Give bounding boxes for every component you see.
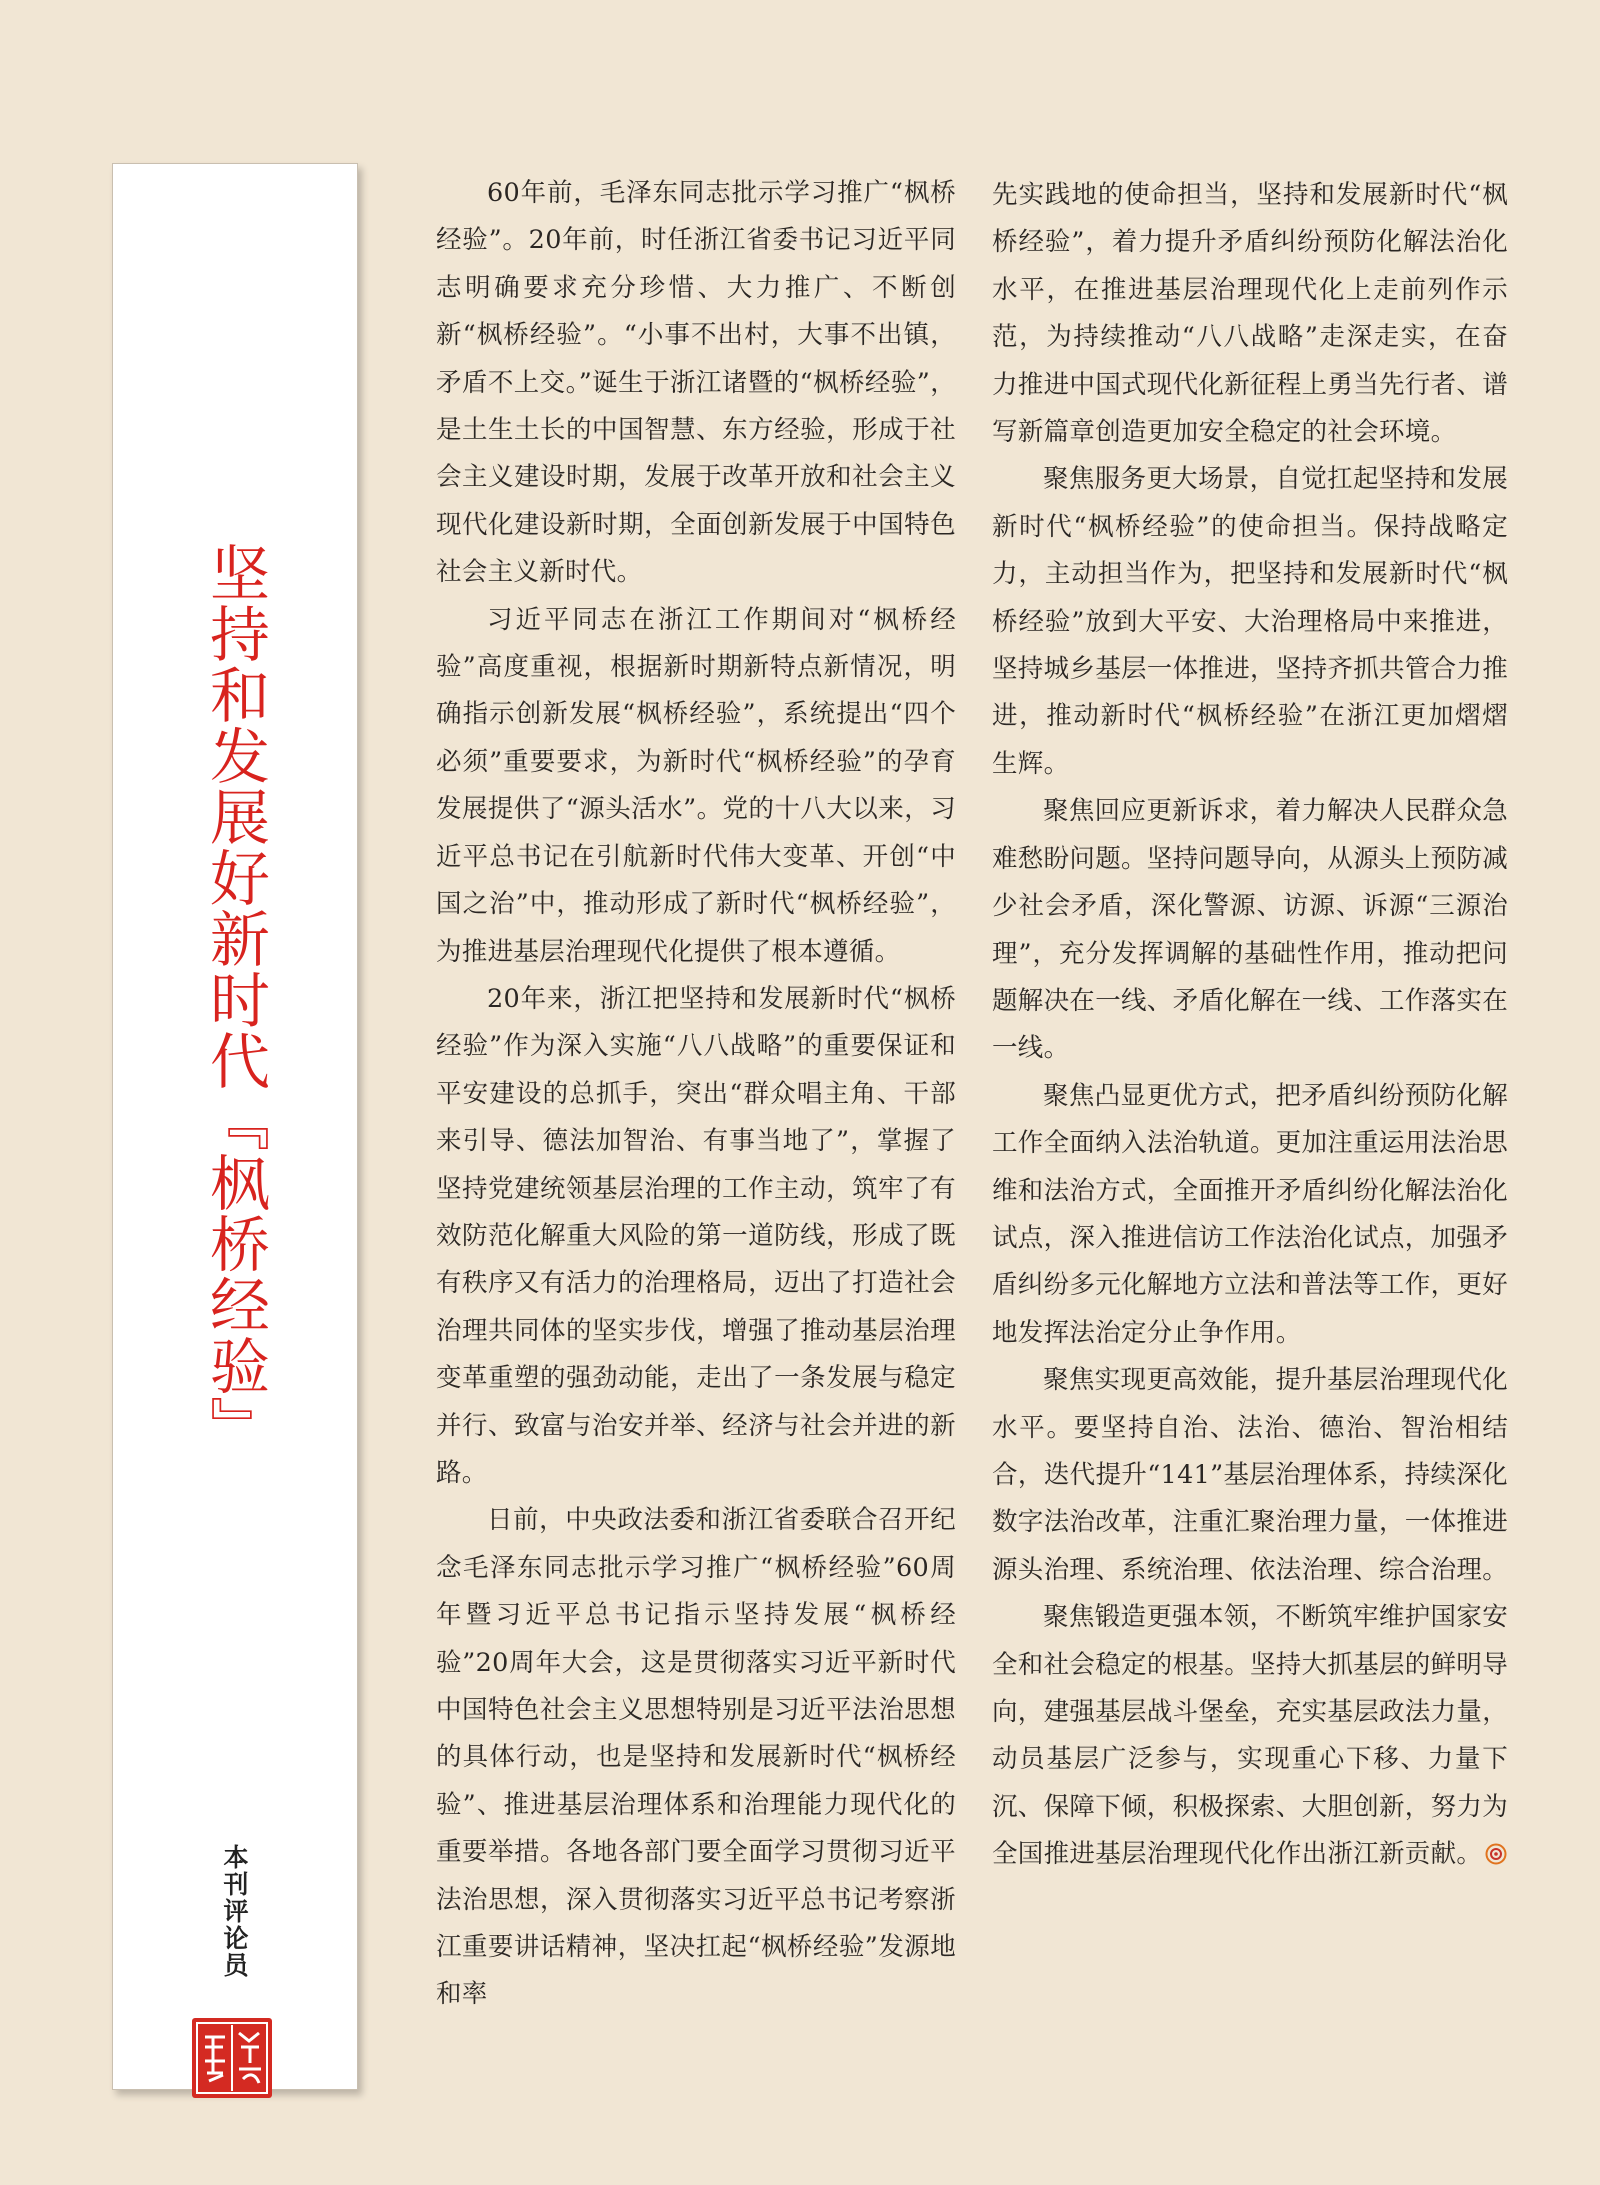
paragraph: 日前，中央政法委和浙江省委联合召开纪念毛泽东同志批示学习推广“枫桥经验”60周年暨习近平总书记指示坚持发展“枫桥经验”20周年大会，这是贯彻落实习近平新时代中国特色社会主义思想特别是习近平法治思想的具体行动，也是坚持和发展新时代“枫桥经验”、推进基层治理体系和治理能力现代化的重要举措。各地各部门要全面学习贯彻习近平法治思想，深入贯彻落实习近平总书记考察浙江重要讲话精神，坚决扛起“枫桥经验”发源地和率	[436, 1505, 956, 2010]
article-title: 坚持和发展好新时代『枫桥经验』	[200, 542, 270, 1457]
paragraph: 聚焦服务更大场景，自觉扛起坚持和发展新时代“枫桥经验”的使命担当。保持战略定力，主动担当作为，把坚持和发展新时代“枫桥经验”放到大平安、大治理格局中来推进，坚持城乡基层一体推进，坚持齐抓共管合力推进，推动新时代“枫桥经验”在浙江更加熠熠生辉。	[992, 464, 1509, 779]
paragraph: 60年前，毛泽东同志批示学习推广“枫桥经验”。20年前，时任浙江省委书记习近平同志明确要求充分珍惜、大力推广、不断创新“枫桥经验”。“小事不出村，大事不出镇，矛盾不上交。”诞生于浙江诸暨的“枫桥经验”，是土生土长的中国智慧、东方经验，形成于社会主义建设时期，发展于改革开放和社会主义现代化建设新时期，全面创新发展于中国特色社会主义新时代。	[436, 178, 956, 588]
text-column-1	[436, 170, 956, 2019]
paragraph: 习近平同志在浙江工作期间对“枫桥经验”高度重视，根据新时期新特点新情况，明确指示创新发展“枫桥经验”，系统提出“四个必须”重要要求，为新时代“枫桥经验”的孕育发展提供了“源头活水”。党的十八大以来，习近平总书记在引航新时代伟大变革、开创“中国之治”中，推动形成了新时代“枫桥经验”，为推进基层治理现代化提供了根本遵循。	[436, 604, 956, 967]
paragraph: 聚焦实现更高效能，提升基层治理现代化水平。要坚持自治、法治、德治、智治相结合，迭代提升“141”基层治理体系，持续深化数字法治改革，注重汇聚治理力量，一体推进源头治理、系统治理、依法治理、综合治理。	[992, 1365, 1509, 1585]
paragraph-text: 聚焦锻造更强本领，不断筑牢维护国家安全和社会稳定的根基。坚持大抓基层的鲜明导向，建强基层战斗堡垒，充实基层政法力量，动员基层广泛参与，实现重心下移、力量下沉、保障下倾，积极探索、大胆创新，努力为全国推进基层治理现代化作出浙江新贡献。	[992, 1602, 1509, 1870]
paragraph-last	[992, 1594, 1508, 1878]
seal-stamp-icon	[191, 2017, 273, 2099]
text-column-2	[992, 172, 1508, 1879]
paragraph: 20年来，浙江把坚持和发展新时代“枫桥经验”作为深入实施“八八战略”的重要保证和平安建设的总抓手，突出“群众唱主角、干部来引导、德法加智治、有事当地了”，掌握了坚持党建统领基层治理的工作主动，筑牢了有效防范化解重大风险的第一道防线，形成了既有秩序又有活力的治理格局，迈出了打造社会治理共同体的坚实步伐，增强了推动基层治理变革重塑的强劲动能，走出了一条发展与稳定并行、致富与治安并举、经济与社会并进的新路。	[436, 983, 956, 1488]
paragraph: 聚焦凸显更优方式，把矛盾纠纷预防化解工作全面纳入法治轨道。更加注重运用法治思维和法治方式，全面推开矛盾纠纷化解法治化试点，深入推进信访工作法治化试点，加强矛盾纠纷多元化解地方立法和普法等工作，更好地发挥法治定分止争作用。	[992, 1080, 1509, 1348]
title-card	[112, 163, 358, 2090]
seal-stamp	[191, 2017, 273, 2099]
paragraph: 聚焦回应更新诉求，着力解决人民群众急难愁盼问题。坚持问题导向，从源头上预防减少社会矛盾，深化警源、访源、诉源“三源治理”，充分发挥调解的基础性作用，推动把问题解决在一线、矛盾化解在一线、工作落实在一线。	[992, 796, 1509, 1064]
byline: 本刊评论员	[220, 1844, 249, 1979]
end-mark-icon	[1485, 1843, 1507, 1865]
paragraph-continuation: 先实践地的使命担当，坚持和发展新时代“枫桥经验”，着力提升矛盾纠纷预防化解法治化水平，在推进基层治理现代化上走前列作示范，为持续推动“八八战略”走深走实，在奋力推进中国式现代化新征程上勇当先行者、谱写新篇章创造更加安全稳定的社会环境。	[992, 180, 1509, 448]
